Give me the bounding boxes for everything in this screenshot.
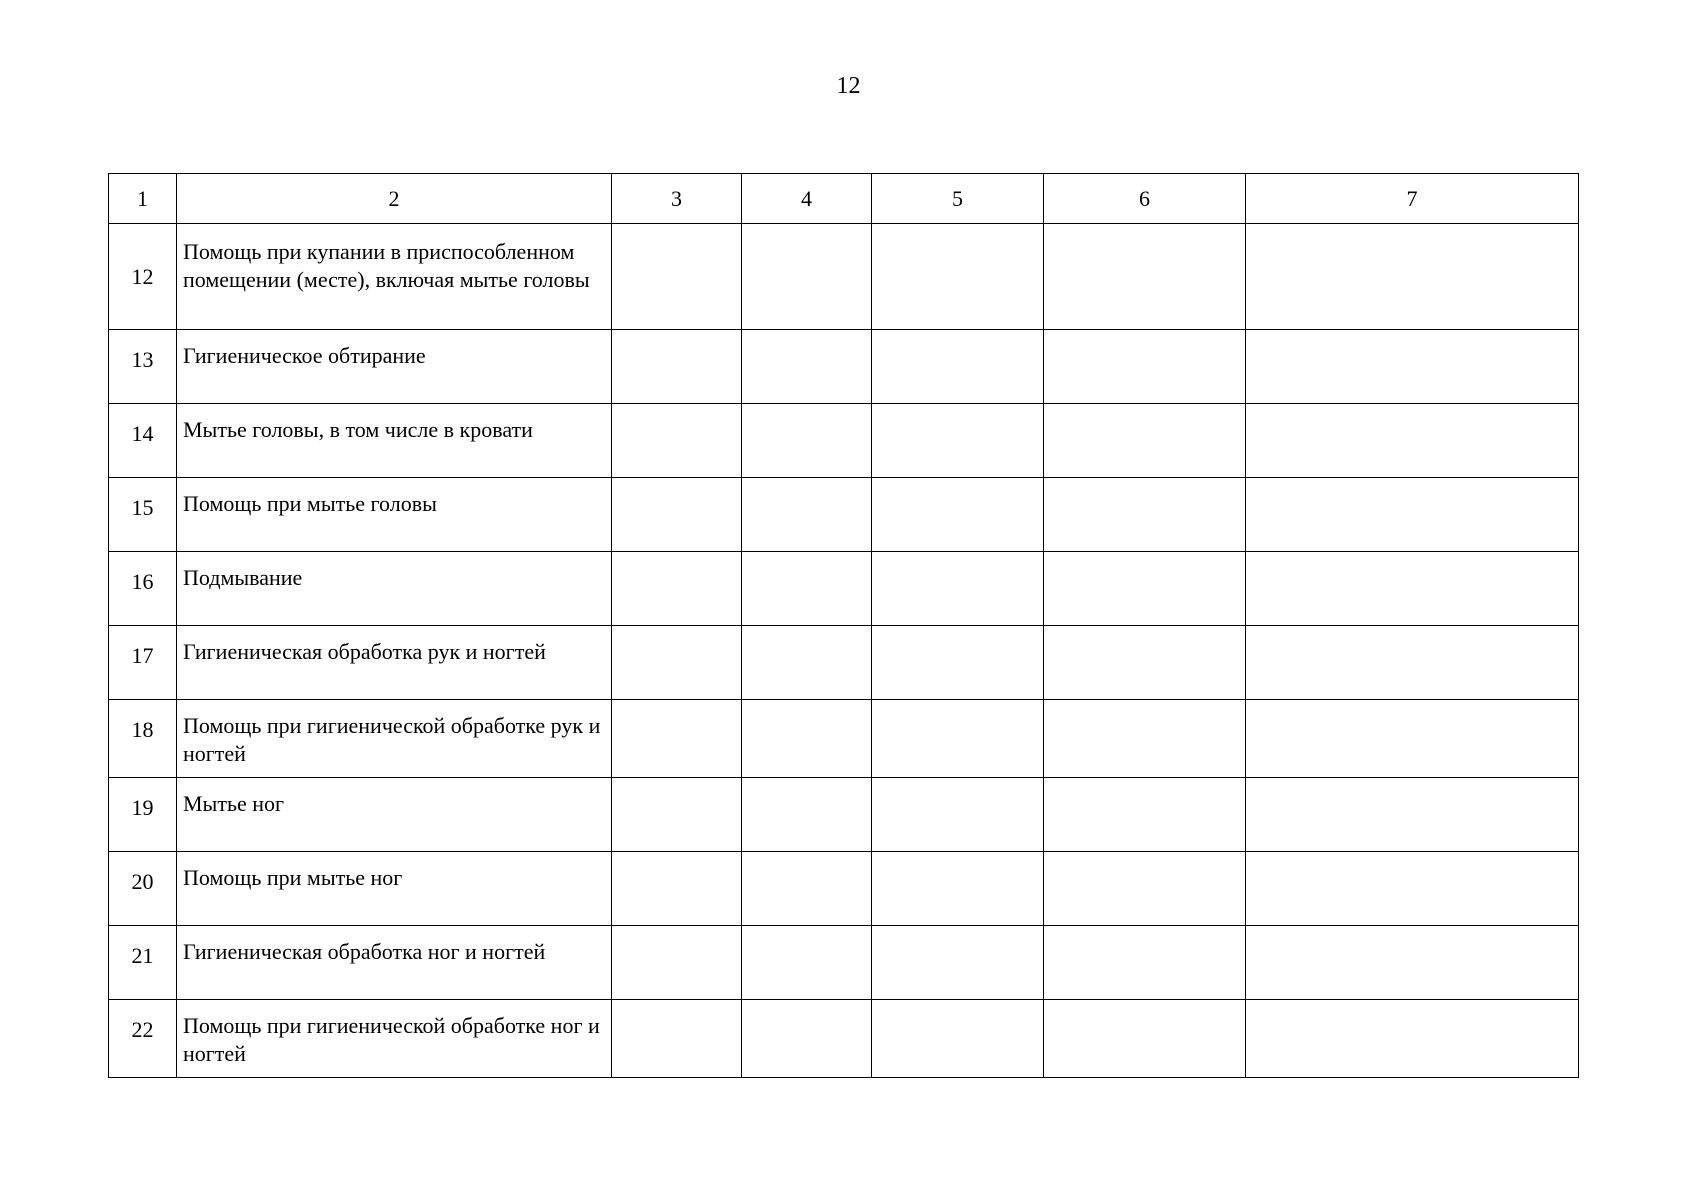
row-number-text: 19: [131, 795, 154, 820]
service-name: Помощь при гигиенической обработке рук и ногтей: [177, 700, 612, 778]
row-number-text: 20: [131, 869, 154, 894]
service-name: Мытье головы, в том числе в кровати: [177, 404, 612, 478]
row-number: [109, 552, 177, 626]
table-row: [109, 224, 1579, 330]
column-header-2: 2: [177, 174, 612, 224]
table-cell: [612, 330, 742, 404]
table-row: [109, 852, 1579, 926]
table-cell: [1044, 330, 1246, 404]
table-row: [109, 330, 1579, 404]
table-cell: [612, 926, 742, 1000]
table-cell: [1246, 552, 1579, 626]
table-cell: [1246, 778, 1579, 852]
service-name: Гигиеническая обработка рук и ногтей: [177, 626, 612, 700]
table-cell: [742, 404, 872, 478]
table-cell: [1044, 1000, 1246, 1078]
column-header-4: 4: [742, 174, 872, 224]
table-cell: [872, 478, 1044, 552]
column-header-3: 3: [612, 174, 742, 224]
table-cell: [872, 700, 1044, 778]
table-cell: [612, 1000, 742, 1078]
row-number: [109, 700, 177, 778]
table-cell: [612, 404, 742, 478]
header-row: [109, 174, 1579, 224]
table-cell: [872, 1000, 1044, 1078]
table-cell: [612, 224, 742, 330]
table-row: [109, 700, 1579, 778]
row-number: [109, 1000, 177, 1078]
service-name: Помощь при гигиенической обработке ног и ногтей: [177, 1000, 612, 1078]
service-name: Гигиеническая обработка ног и ногтей: [177, 926, 612, 1000]
row-number-text: 22: [131, 1017, 154, 1042]
column-header-7: 7: [1246, 174, 1579, 224]
table-row: [109, 1000, 1579, 1078]
table-row: [109, 404, 1579, 478]
column-header-5: 5: [872, 174, 1044, 224]
service-name: Помощь при мытье головы: [177, 478, 612, 552]
table-cell: [742, 778, 872, 852]
table-cell: [1246, 1000, 1579, 1078]
table-cell: [612, 852, 742, 926]
row-number-text: 21: [131, 943, 154, 968]
service-name: Гигиеническое обтирание: [177, 330, 612, 404]
services-table: [108, 173, 1579, 1078]
table-cell: [872, 626, 1044, 700]
page-number: 12: [836, 73, 861, 99]
table-row: [109, 926, 1579, 1000]
table-cell: [742, 852, 872, 926]
table-cell: [872, 778, 1044, 852]
table-cell: [742, 330, 872, 404]
row-number: [109, 478, 177, 552]
row-number-text: 12: [131, 263, 154, 289]
table-cell: [1044, 778, 1246, 852]
table-row: [109, 626, 1579, 700]
table-cell: [872, 926, 1044, 1000]
row-number: [109, 330, 177, 404]
table-cell: [1044, 224, 1246, 330]
column-header-1: 1: [109, 174, 177, 224]
row-number: [109, 926, 177, 1000]
table-cell: [872, 224, 1044, 330]
table-cell: [1044, 552, 1246, 626]
table-cell: [872, 552, 1044, 626]
table-cell: [742, 224, 872, 330]
service-name: Помощь при купании в приспособленном помещении (месте), включая мытье головы: [177, 224, 612, 330]
table-cell: [872, 330, 1044, 404]
table-cell: [1044, 478, 1246, 552]
table-cell: [1246, 478, 1579, 552]
table-row: [109, 552, 1579, 626]
table-cell: [742, 700, 872, 778]
table-cell: [1044, 626, 1246, 700]
row-number-text: 18: [131, 717, 154, 742]
table-cell: [742, 552, 872, 626]
table-cell: [612, 700, 742, 778]
row-number-text: 15: [131, 495, 154, 520]
table-cell: [742, 478, 872, 552]
table-cell: [1246, 330, 1579, 404]
service-name: Помощь при мытье ног: [177, 852, 612, 926]
row-number-text: 17: [131, 643, 154, 668]
table-cell: [872, 852, 1044, 926]
row-number: [109, 626, 177, 700]
table-row: [109, 478, 1579, 552]
row-number-text: 14: [131, 421, 154, 446]
table-cell: [1246, 700, 1579, 778]
row-number: [109, 224, 177, 330]
table-cell: [612, 778, 742, 852]
table-cell: [1246, 852, 1579, 926]
table-row: [109, 778, 1579, 852]
row-number-text: 13: [131, 347, 154, 372]
table-cell: [742, 626, 872, 700]
table-cell: [1044, 926, 1246, 1000]
service-name: Подмывание: [177, 552, 612, 626]
table-cell: [612, 552, 742, 626]
table-cell: [1246, 224, 1579, 330]
table-cell: [612, 626, 742, 700]
row-number: [109, 778, 177, 852]
column-header-6: 6: [1044, 174, 1246, 224]
table-cell: [742, 1000, 872, 1078]
row-number-text: 16: [131, 569, 154, 594]
table-cell: [612, 478, 742, 552]
table-cell: [1246, 626, 1579, 700]
service-name: Мытье ног: [177, 778, 612, 852]
table-cell: [872, 404, 1044, 478]
row-number: [109, 404, 177, 478]
table-cell: [1246, 926, 1579, 1000]
table-cell: [1044, 852, 1246, 926]
row-number: [109, 852, 177, 926]
table-cell: [1044, 404, 1246, 478]
table-cell: [742, 926, 872, 1000]
table-cell: [1044, 700, 1246, 778]
table-cell: [1246, 404, 1579, 478]
